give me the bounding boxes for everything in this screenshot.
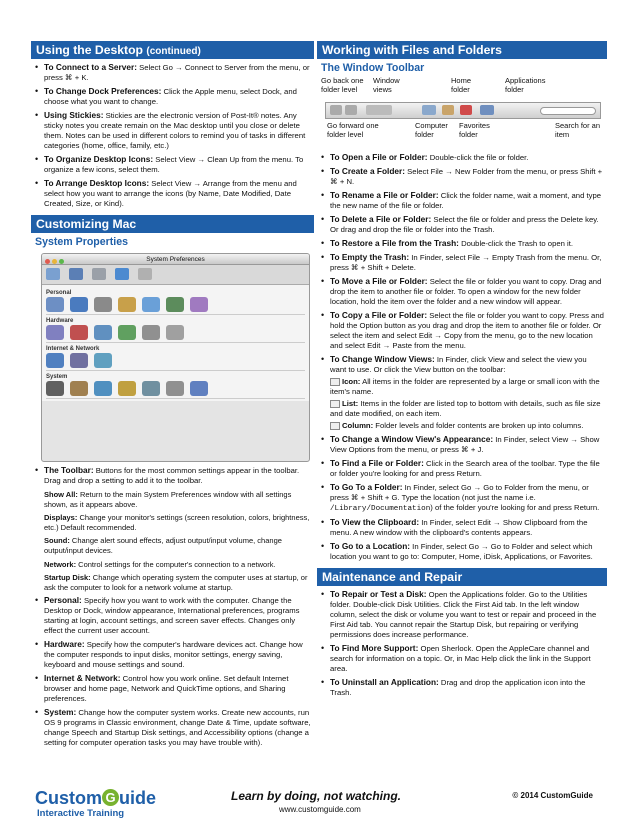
list-item bbox=[319, 541, 604, 562]
view-option bbox=[330, 399, 604, 419]
list-item bbox=[319, 214, 604, 235]
description-term: Sound: bbox=[44, 536, 70, 546]
item-text: Select the file or folder you want to copy. Drag and drop the item to another file or folder. To open a window for the new folder location, hold the item over the folder and a new window will appear. bbox=[330, 277, 602, 306]
view-term: Icon: bbox=[342, 377, 361, 386]
list-item bbox=[319, 166, 604, 187]
files-section-title: Working with Files and Folders bbox=[322, 43, 502, 57]
preference-pane-icon bbox=[190, 297, 208, 312]
item-text: Change how the computer system works. Create new accounts, run OS 9 programs in Classic environment, change Date & Time, update software, change Speech and Startup Disk settings, and Accessibility options (change a setting for computer operation tasks you may have trouble with). bbox=[44, 708, 311, 748]
description-text: Return to the main System Preferences window with all settings shown, as it appears above. bbox=[44, 490, 292, 509]
description-term: Network: bbox=[44, 559, 77, 569]
item-term: To Go to a Location: bbox=[330, 541, 411, 551]
list-item bbox=[33, 154, 311, 175]
toolbar-description bbox=[44, 560, 311, 570]
left-column bbox=[31, 41, 314, 786]
applications-icon bbox=[480, 105, 494, 115]
list-item bbox=[319, 276, 604, 307]
logo-text-b: uide bbox=[119, 788, 157, 808]
item-text: Select Go → Connect to Server from the menu, or press ⌘ + K. bbox=[44, 63, 310, 82]
item-text: Double-click the Trash to open it. bbox=[458, 239, 574, 248]
system-properties-subtitle: System Properties bbox=[35, 236, 129, 248]
item-term: To Go To a Folder: bbox=[330, 482, 403, 492]
toolbar-description bbox=[44, 573, 311, 592]
system-preferences-window-title: System Preferences bbox=[146, 256, 205, 263]
item-term: To Delete a File or Folder: bbox=[330, 214, 432, 224]
item-text: Open the Applications folder. Go to the Utilities folder. Double-click Disk Utilities. Click the First Aid tab. In the left window column, select the disk or volume you want to test or repair and proceed in the First Aid tab. You cannot repair the Startup Disk, but repairing or verifying permissions does increase performance. bbox=[330, 590, 597, 639]
preference-pane-row bbox=[46, 352, 305, 371]
list-item bbox=[319, 482, 604, 514]
preference-pane-icon bbox=[94, 381, 112, 396]
item-term: Hardware: bbox=[44, 639, 85, 650]
folder-path: /Library/Documentation bbox=[330, 505, 431, 513]
list-item bbox=[319, 152, 604, 163]
list-item bbox=[33, 86, 311, 107]
logo-subtitle: Interactive Training bbox=[37, 808, 125, 819]
forward-icon bbox=[345, 105, 357, 115]
preference-pane-icon bbox=[70, 325, 88, 340]
continued-label: (continued) bbox=[146, 46, 201, 57]
list-item bbox=[319, 458, 604, 479]
item-term: To Uninstall an Application: bbox=[330, 677, 439, 687]
maintenance-section-header bbox=[317, 568, 607, 586]
item-term: The Toolbar: bbox=[44, 465, 94, 475]
website-link[interactable]: www.customguide.com bbox=[279, 805, 361, 814]
preference-pane-icon bbox=[94, 353, 112, 368]
item-text: Click the folder name, wait a moment, and type the new name of the file or folder. bbox=[330, 191, 602, 210]
footer bbox=[31, 786, 607, 820]
item-text: Drag and drop the application icon into the Trash. bbox=[330, 678, 586, 697]
list-item bbox=[33, 62, 311, 83]
description-text: Change which operating system the computer uses at startup, or ask the computer to look for a network volume at startup. bbox=[44, 573, 308, 592]
view-text: Items in the folder are listed top to bottom with details, such as file size and date modified, on each item. bbox=[330, 399, 601, 418]
customguide-logo bbox=[35, 789, 156, 807]
list-item bbox=[319, 677, 604, 698]
view-buttons-icon bbox=[366, 105, 392, 115]
view-term: List: bbox=[342, 399, 359, 408]
item-term: To Restore a File from the Trash: bbox=[330, 238, 459, 248]
callout-label: Window views bbox=[373, 76, 400, 94]
preference-pane-icon bbox=[118, 297, 136, 312]
preference-pane-icon bbox=[94, 297, 112, 312]
preference-pane-icon bbox=[166, 325, 184, 340]
description-term: Show All: bbox=[44, 490, 78, 499]
toolbar-bottom-labels bbox=[321, 119, 603, 149]
callout-label: Go back one folder level bbox=[321, 76, 364, 94]
item-term: To Repair or Test a Disk: bbox=[330, 589, 427, 599]
preference-pane-icon bbox=[142, 297, 160, 312]
maintenance-section-title: Maintenance and Repair bbox=[322, 570, 463, 584]
item-text: Specify how you want to work with the computer. Change the Desktop or Dock, window appearance, International preferences, programs starting at login, account settings, and screen saver effects. Changes only effect the current user account. bbox=[44, 596, 300, 636]
item-text: In Finder, select Go → Go to Folder and select which location you want to go to: Computer, Home, iDisk, Applications, or Favorites. bbox=[330, 542, 593, 561]
desktop-list bbox=[31, 62, 314, 209]
toolbar-top-labels bbox=[321, 76, 603, 102]
description-term: Startup Disk: bbox=[44, 573, 91, 583]
customizing-section-title: Customizing Mac bbox=[36, 217, 137, 231]
customizing-section-header bbox=[31, 215, 314, 233]
list-item bbox=[33, 595, 311, 636]
view-text: All items in the folder are represented by a large or small icon with the item's name. bbox=[330, 377, 600, 396]
item-text: Specify how the computer's hardware devices act. Change how the computer responds to input disks, monitor settings, energy saving, keyboard and mouse settings and sound. bbox=[44, 640, 303, 670]
item-term: Personal: bbox=[44, 595, 82, 606]
item-term: To View the Clipboard: bbox=[330, 517, 420, 527]
item-term: To Open a File or Folder: bbox=[330, 152, 428, 162]
description-text: Control settings for the computer's connection to a network. bbox=[76, 559, 276, 569]
preference-pane-icon bbox=[70, 381, 88, 396]
preference-pane-icon bbox=[166, 297, 184, 312]
preference-pane-icon bbox=[190, 381, 208, 396]
home-icon bbox=[442, 105, 454, 115]
item-text: Select the file or folder and press the Delete key. Or drag and drop the file or folder into the Trash. bbox=[330, 215, 599, 234]
window-controls-icon bbox=[45, 257, 66, 268]
list-view-icon bbox=[330, 400, 340, 408]
item-text-tail: ) of the folder you're looking for and press Return. bbox=[430, 503, 600, 512]
preference-pane-icon bbox=[46, 381, 64, 396]
preference-pane-icon bbox=[94, 325, 112, 340]
item-text: Open Sherlock. Open the AppleCare channel and search for information on a topic. Or, in Mac Help click the link in the Support area. bbox=[330, 644, 591, 673]
item-term: To Arrange Desktop Icons: bbox=[44, 178, 150, 188]
view-option bbox=[330, 421, 604, 431]
preference-pane-icon bbox=[118, 381, 136, 396]
preference-pane-row bbox=[46, 380, 305, 399]
item-term: To Connect to a Server: bbox=[44, 62, 137, 72]
maintenance-list bbox=[317, 589, 607, 698]
description-term: Displays: bbox=[44, 513, 78, 523]
view-term: Column: bbox=[342, 421, 374, 430]
item-text: Control how you work online. Set default Internet browser and home page, Network and QuickTime options, and Sharing preferences. bbox=[44, 674, 289, 704]
copyright: © 2014 CustomGuide bbox=[512, 791, 593, 800]
item-text: Buttons for the most common settings appear in the toolbar. Drag and drop a setting to add it to the toolbar. bbox=[44, 466, 300, 485]
preference-group-label: Personal bbox=[46, 290, 72, 296]
item-text: In Finder, select Go → Go to Folder from the menu, or press ⌘ + Shift + G. Type the location (not just the name i.e. bbox=[330, 483, 589, 502]
preference-pane-icon bbox=[166, 381, 184, 396]
description-text: Change your monitor's settings (screen resolution, colors, brightness, etc.) Default recommended. bbox=[44, 513, 310, 532]
preference-group-label: Hardware bbox=[46, 318, 74, 324]
files-section-header bbox=[317, 41, 607, 59]
item-text: In Finder, select View → Show View Options from the menu, or press ⌘ + J. bbox=[330, 435, 600, 454]
system-preferences-panes bbox=[42, 285, 309, 401]
finder-toolbar-screenshot bbox=[325, 102, 601, 119]
item-term: To Copy a File or Folder: bbox=[330, 310, 428, 320]
desktop-section-title: Using the Desktop bbox=[36, 43, 143, 57]
quick-reference-page bbox=[31, 41, 607, 786]
search-field-icon bbox=[540, 107, 596, 115]
view-option bbox=[330, 377, 604, 397]
list-item bbox=[319, 589, 604, 640]
item-text: Select the file or folder you want to copy. Press and hold the Option button as you drag and drop the item to another file or folder. Or select the item and select Edit → Copy from the menu, go to the new location and select Edit → Paste from the menu. bbox=[330, 311, 604, 350]
preference-pane-icon bbox=[46, 297, 64, 312]
preference-pane-icon bbox=[46, 353, 64, 368]
computer-icon bbox=[422, 105, 436, 115]
list-item bbox=[319, 190, 604, 211]
item-term: To Change Window Views: bbox=[330, 354, 435, 364]
toolbar-description bbox=[44, 536, 311, 555]
favorites-icon bbox=[460, 105, 472, 115]
toolbar-description bbox=[44, 513, 311, 532]
slogan: Learn by doing, not watching. bbox=[231, 789, 401, 803]
toolbar-descriptions bbox=[44, 490, 311, 592]
item-text: In Finder, select File → Empty Trash from the menu. Or, press ⌘ + Shift + Delete. bbox=[330, 253, 602, 272]
item-text: Select File → New Folder from the menu, or press Shift + ⌘ + N. bbox=[330, 167, 603, 186]
back-icon bbox=[330, 105, 342, 115]
item-term: To Move a File or Folder: bbox=[330, 276, 428, 286]
item-text: Select View → Arrange from the menu and select how you want to arrange the icons (by Name, Date Modified, Date Created, Size, or Kind). bbox=[44, 179, 297, 208]
item-term: To Change a Window View's Appearance: bbox=[330, 434, 494, 444]
list-item bbox=[33, 110, 311, 151]
item-text: Click the Apple menu, select Dock, and choose what you want to change. bbox=[44, 87, 297, 106]
list-item bbox=[319, 310, 604, 351]
window-toolbar-subtitle: The Window Toolbar bbox=[321, 62, 425, 74]
desktop-section-header bbox=[31, 41, 314, 59]
preference-pane-icon bbox=[46, 325, 64, 340]
preference-pane-icon bbox=[142, 381, 160, 396]
list-item bbox=[33, 639, 311, 670]
preference-pane-icon bbox=[70, 297, 88, 312]
list-item bbox=[319, 517, 604, 538]
item-text: Click in the Search area of the toolbar. Type the file or folder you're looking for and press Return. bbox=[330, 459, 600, 478]
item-term: System: bbox=[44, 707, 77, 718]
system-preferences-screenshot bbox=[41, 253, 310, 462]
list-item bbox=[33, 673, 311, 704]
logo-text-a: Custom bbox=[35, 788, 102, 808]
callout-label: Computer folder bbox=[415, 121, 448, 139]
customizing-list bbox=[31, 595, 314, 748]
list-item bbox=[33, 465, 311, 592]
toolbar-description bbox=[44, 490, 311, 509]
item-text: In Finder, click View and select the view you want to use. Or click the View button on the toolbar: bbox=[330, 355, 587, 374]
preference-pane-icon bbox=[142, 325, 160, 340]
item-term: Using Stickies: bbox=[44, 110, 104, 120]
item-text: Select View → Clean Up from the menu. To organize a few icons, select them. bbox=[44, 155, 304, 174]
callout-label: Search for an item bbox=[555, 121, 601, 139]
list-item bbox=[33, 178, 311, 209]
files-list bbox=[317, 152, 607, 562]
item-term: To Rename a File or Folder: bbox=[330, 190, 439, 200]
item-term: To Organize Desktop Icons: bbox=[44, 154, 154, 164]
callout-label: Home folder bbox=[451, 76, 472, 94]
list-item bbox=[319, 434, 604, 455]
item-text: Stickies are the electronic version of Post-It® notes. Any sticky notes you create remain on the Mac desktop until you close or delete them. Notes can be used in different colors to remind you of tasks in different categories (home, office, family, etc.) bbox=[44, 111, 306, 150]
toolbar-list bbox=[31, 465, 314, 592]
system-preferences-toolbar bbox=[42, 265, 309, 285]
description-text: Change alert sound effects, adjust output/input volume, change output/input devices. bbox=[44, 536, 282, 555]
preference-pane-row bbox=[46, 324, 305, 343]
preference-pane-icon bbox=[70, 353, 88, 368]
item-term: To Find a File or Folder: bbox=[330, 458, 424, 468]
item-term: Internet & Network: bbox=[44, 673, 121, 684]
preference-pane-row bbox=[46, 296, 305, 315]
item-term: To Find More Support: bbox=[330, 643, 419, 653]
list-item bbox=[33, 707, 311, 748]
callout-label: Applications folder bbox=[505, 76, 546, 94]
preference-group-label: Internet & Network bbox=[46, 346, 100, 352]
item-term: To Change Dock Preferences: bbox=[44, 86, 162, 96]
list-item bbox=[319, 643, 604, 674]
item-text: Double-click the file or folder. bbox=[427, 153, 529, 162]
icon-view-icon bbox=[330, 378, 340, 386]
column-view-icon bbox=[330, 422, 340, 430]
item-term: To Empty the Trash: bbox=[330, 252, 410, 262]
preference-group-label: System bbox=[46, 374, 68, 380]
system-preferences-titlebar bbox=[42, 254, 309, 265]
preference-pane-icon bbox=[118, 325, 136, 340]
list-item bbox=[319, 354, 604, 431]
item-text: In Finder, select Edit → Show Clipboard from the menu. A new window with the clipboard's contents appears. bbox=[330, 518, 588, 537]
logo-g-icon: G bbox=[102, 789, 119, 806]
item-term: To Create a Folder: bbox=[330, 166, 405, 176]
list-item bbox=[319, 252, 604, 273]
right-column bbox=[317, 41, 607, 786]
callout-label: Go forward one folder level bbox=[327, 121, 379, 139]
view-text: Folder levels and folder contents are broken up into columns. bbox=[373, 421, 584, 430]
callout-label: Favorites folder bbox=[459, 121, 490, 139]
list-item bbox=[319, 238, 604, 249]
